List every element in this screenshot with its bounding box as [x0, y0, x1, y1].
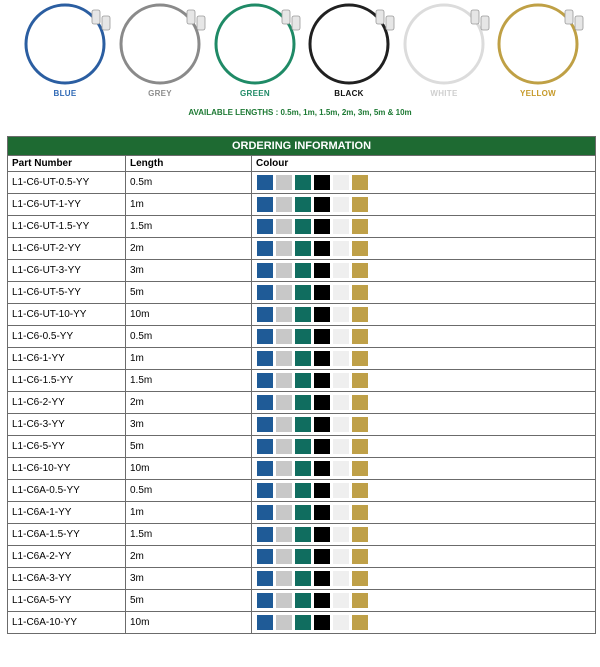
colour-swatch-green	[295, 175, 311, 190]
cable-loop-image	[208, 0, 302, 90]
colour-swatch-yellow	[352, 329, 368, 344]
colour-swatch-black	[314, 549, 330, 564]
colour-swatch-white	[333, 329, 349, 344]
colour-swatch-white	[333, 527, 349, 542]
colour-swatch-yellow	[352, 219, 368, 234]
colour-swatch-blue	[257, 461, 273, 476]
length-cell: 0.5m	[126, 326, 252, 348]
cable-item	[208, 0, 302, 104]
cable-colour-gallery	[0, 0, 600, 104]
colour-swatch-white	[333, 395, 349, 410]
colour-swatch-yellow	[352, 483, 368, 498]
cable-item	[491, 0, 585, 104]
colour-swatch-grey	[276, 373, 292, 388]
colour-swatch-blue	[257, 395, 273, 410]
table-row	[8, 304, 596, 326]
colour-swatch-yellow	[352, 593, 368, 608]
colour-swatch-green	[295, 241, 311, 256]
length-cell: 1.5m	[126, 524, 252, 546]
colour-swatch-black	[314, 439, 330, 454]
length-cell: 1.5m	[126, 216, 252, 238]
colour-swatch-blue	[257, 439, 273, 454]
colour-cell	[252, 216, 596, 238]
colour-swatch-white	[333, 615, 349, 630]
colour-swatch-group	[252, 439, 595, 454]
colour-swatch-yellow	[352, 197, 368, 212]
colour-cell	[252, 414, 596, 436]
part-number-cell: L1-C6A-1.5-YY	[8, 524, 126, 546]
column-header-length: Length	[126, 156, 252, 172]
table-row	[8, 414, 596, 436]
cable-loop-image	[18, 0, 112, 90]
colour-cell	[252, 436, 596, 458]
table-row	[8, 568, 596, 590]
colour-swatch-group	[252, 373, 595, 388]
colour-swatch-grey	[276, 241, 292, 256]
colour-swatch-grey	[276, 307, 292, 322]
colour-swatch-group	[252, 593, 595, 608]
colour-swatch-white	[333, 241, 349, 256]
colour-swatch-grey	[276, 549, 292, 564]
colour-swatch-yellow	[352, 351, 368, 366]
colour-swatch-white	[333, 461, 349, 476]
table-row	[8, 326, 596, 348]
colour-swatch-grey	[276, 175, 292, 190]
colour-swatch-blue	[257, 549, 273, 564]
part-number-cell: L1-C6A-0.5-YY	[8, 480, 126, 502]
colour-swatch-white	[333, 263, 349, 278]
colour-swatch-group	[252, 505, 595, 520]
colour-swatch-blue	[257, 505, 273, 520]
colour-swatch-blue	[257, 197, 273, 212]
colour-swatch-black	[314, 329, 330, 344]
colour-swatch-black	[314, 615, 330, 630]
colour-swatch-green	[295, 395, 311, 410]
table-row	[8, 282, 596, 304]
colour-swatch-white	[333, 417, 349, 432]
table-row	[8, 260, 596, 282]
colour-cell	[252, 524, 596, 546]
length-cell: 2m	[126, 392, 252, 414]
colour-cell	[252, 480, 596, 502]
colour-swatch-white	[333, 219, 349, 234]
colour-swatch-black	[314, 241, 330, 256]
colour-swatch-yellow	[352, 461, 368, 476]
cable-colour-name: BLUE	[53, 89, 77, 98]
colour-swatch-yellow	[352, 571, 368, 586]
colour-swatch-group	[252, 527, 595, 542]
ordering-information-table	[7, 136, 596, 634]
length-cell: 3m	[126, 568, 252, 590]
colour-swatch-green	[295, 263, 311, 278]
length-cell: 1m	[126, 502, 252, 524]
colour-swatch-group	[252, 307, 595, 322]
colour-swatch-group	[252, 263, 595, 278]
colour-swatch-blue	[257, 373, 273, 388]
colour-swatch-yellow	[352, 615, 368, 630]
colour-swatch-grey	[276, 285, 292, 300]
cable-colour-name: GREY	[148, 89, 172, 98]
colour-swatch-group	[252, 417, 595, 432]
colour-swatch-green	[295, 417, 311, 432]
colour-swatch-yellow	[352, 439, 368, 454]
colour-swatch-blue	[257, 241, 273, 256]
colour-swatch-grey	[276, 461, 292, 476]
colour-swatch-grey	[276, 219, 292, 234]
colour-swatch-green	[295, 483, 311, 498]
colour-swatch-grey	[276, 417, 292, 432]
colour-swatch-yellow	[352, 241, 368, 256]
part-number-cell: L1-C6-UT-3-YY	[8, 260, 126, 282]
available-lengths-note: AVAILABLE LENGTHS : 0.5m, 1m, 1.5m, 2m, 3m, 5m & 10m	[188, 108, 412, 117]
part-number-cell: L1-C6-UT-5-YY	[8, 282, 126, 304]
colour-swatch-grey	[276, 197, 292, 212]
colour-swatch-group	[252, 615, 595, 630]
colour-swatch-grey	[276, 351, 292, 366]
colour-swatch-group	[252, 395, 595, 410]
length-cell: 5m	[126, 436, 252, 458]
colour-swatch-black	[314, 285, 330, 300]
colour-swatch-green	[295, 219, 311, 234]
colour-swatch-group	[252, 329, 595, 344]
colour-swatch-yellow	[352, 395, 368, 410]
length-cell: 10m	[126, 612, 252, 634]
colour-swatch-yellow	[352, 505, 368, 520]
colour-swatch-blue	[257, 527, 273, 542]
length-cell: 3m	[126, 260, 252, 282]
colour-cell	[252, 546, 596, 568]
colour-swatch-green	[295, 329, 311, 344]
colour-swatch-group	[252, 483, 595, 498]
cable-item	[113, 0, 207, 104]
column-header-colour: Colour	[252, 156, 596, 172]
cable-item	[397, 0, 491, 104]
colour-swatch-blue	[257, 571, 273, 586]
table-row	[8, 524, 596, 546]
table-row	[8, 502, 596, 524]
cable-item	[18, 0, 112, 104]
colour-swatch-grey	[276, 505, 292, 520]
table-row	[8, 172, 596, 194]
table-row	[8, 546, 596, 568]
length-cell: 5m	[126, 590, 252, 612]
ordering-table-title: ORDERING INFORMATION	[8, 137, 596, 156]
length-cell: 0.5m	[126, 172, 252, 194]
table-row	[8, 458, 596, 480]
table-row	[8, 194, 596, 216]
length-cell: 2m	[126, 546, 252, 568]
part-number-cell: L1-C6-1.5-YY	[8, 370, 126, 392]
cable-colour-name: YELLOW	[519, 89, 557, 98]
colour-swatch-blue	[257, 483, 273, 498]
table-row	[8, 216, 596, 238]
colour-swatch-yellow	[352, 307, 368, 322]
colour-cell	[252, 392, 596, 414]
cable-item	[302, 0, 396, 104]
colour-swatch-black	[314, 307, 330, 322]
colour-swatch-black	[314, 483, 330, 498]
cable-colour-name: BLACK	[334, 89, 364, 98]
colour-swatch-group	[252, 241, 595, 256]
colour-swatch-green	[295, 351, 311, 366]
cable-loop-image	[491, 0, 585, 90]
colour-swatch-white	[333, 571, 349, 586]
colour-swatch-blue	[257, 593, 273, 608]
length-cell: 0.5m	[126, 480, 252, 502]
colour-swatch-black	[314, 593, 330, 608]
table-row	[8, 590, 596, 612]
colour-swatch-grey	[276, 527, 292, 542]
colour-swatch-group	[252, 197, 595, 212]
colour-swatch-black	[314, 461, 330, 476]
colour-swatch-group	[252, 351, 595, 366]
colour-swatch-blue	[257, 285, 273, 300]
colour-cell	[252, 304, 596, 326]
part-number-cell: L1-C6-3-YY	[8, 414, 126, 436]
colour-swatch-group	[252, 571, 595, 586]
colour-swatch-green	[295, 527, 311, 542]
part-number-cell: L1-C6-1-YY	[8, 348, 126, 370]
colour-swatch-yellow	[352, 417, 368, 432]
colour-cell	[252, 568, 596, 590]
colour-swatch-green	[295, 615, 311, 630]
colour-swatch-white	[333, 175, 349, 190]
colour-cell	[252, 282, 596, 304]
ordering-table-body	[8, 172, 596, 634]
colour-cell	[252, 502, 596, 524]
colour-swatch-green	[295, 549, 311, 564]
colour-swatch-blue	[257, 263, 273, 278]
colour-cell	[252, 590, 596, 612]
colour-cell	[252, 238, 596, 260]
colour-swatch-black	[314, 417, 330, 432]
colour-swatch-blue	[257, 351, 273, 366]
colour-swatch-grey	[276, 483, 292, 498]
colour-swatch-black	[314, 505, 330, 520]
colour-swatch-group	[252, 461, 595, 476]
length-cell: 2m	[126, 238, 252, 260]
table-row	[8, 436, 596, 458]
colour-swatch-black	[314, 395, 330, 410]
column-header-part-number: Part Number	[8, 156, 126, 172]
colour-swatch-yellow	[352, 175, 368, 190]
colour-cell	[252, 348, 596, 370]
colour-swatch-group	[252, 549, 595, 564]
colour-swatch-green	[295, 197, 311, 212]
colour-swatch-green	[295, 461, 311, 476]
colour-swatch-blue	[257, 307, 273, 322]
part-number-cell: L1-C6-UT-1.5-YY	[8, 216, 126, 238]
length-cell: 1m	[126, 194, 252, 216]
colour-swatch-grey	[276, 263, 292, 278]
length-cell: 10m	[126, 458, 252, 480]
cable-colour-name: WHITE	[430, 89, 458, 98]
part-number-cell: L1-C6A-3-YY	[8, 568, 126, 590]
colour-swatch-black	[314, 197, 330, 212]
colour-swatch-grey	[276, 571, 292, 586]
colour-swatch-white	[333, 307, 349, 322]
colour-swatch-grey	[276, 615, 292, 630]
colour-swatch-yellow	[352, 527, 368, 542]
table-row	[8, 370, 596, 392]
cable-loop-image	[113, 0, 207, 90]
colour-swatch-black	[314, 219, 330, 234]
colour-cell	[252, 326, 596, 348]
cable-colour-name: GREEN	[240, 89, 270, 98]
colour-swatch-grey	[276, 395, 292, 410]
length-cell: 5m	[126, 282, 252, 304]
colour-swatch-white	[333, 197, 349, 212]
colour-swatch-group	[252, 175, 595, 190]
colour-swatch-yellow	[352, 373, 368, 388]
part-number-cell: L1-C6-10-YY	[8, 458, 126, 480]
colour-swatch-white	[333, 505, 349, 520]
colour-swatch-green	[295, 571, 311, 586]
part-number-cell: L1-C6-2-YY	[8, 392, 126, 414]
colour-swatch-white	[333, 549, 349, 564]
colour-swatch-white	[333, 351, 349, 366]
cable-loop-image	[302, 0, 396, 90]
colour-swatch-black	[314, 175, 330, 190]
colour-swatch-green	[295, 373, 311, 388]
length-cell: 3m	[126, 414, 252, 436]
colour-swatch-white	[333, 439, 349, 454]
part-number-cell: L1-C6-UT-10-YY	[8, 304, 126, 326]
colour-swatch-yellow	[352, 549, 368, 564]
part-number-cell: L1-C6A-1-YY	[8, 502, 126, 524]
colour-swatch-white	[333, 593, 349, 608]
colour-swatch-green	[295, 505, 311, 520]
colour-swatch-black	[314, 263, 330, 278]
colour-swatch-blue	[257, 329, 273, 344]
colour-swatch-grey	[276, 439, 292, 454]
table-row	[8, 238, 596, 260]
colour-swatch-group	[252, 219, 595, 234]
colour-swatch-green	[295, 307, 311, 322]
part-number-cell: L1-C6-5-YY	[8, 436, 126, 458]
colour-swatch-green	[295, 593, 311, 608]
colour-cell	[252, 194, 596, 216]
colour-cell	[252, 260, 596, 282]
colour-swatch-black	[314, 571, 330, 586]
colour-swatch-group	[252, 285, 595, 300]
length-cell: 1m	[126, 348, 252, 370]
table-row	[8, 612, 596, 634]
colour-cell	[252, 172, 596, 194]
colour-swatch-green	[295, 285, 311, 300]
part-number-cell: L1-C6-UT-1-YY	[8, 194, 126, 216]
table-row	[8, 480, 596, 502]
table-row	[8, 392, 596, 414]
colour-swatch-yellow	[352, 285, 368, 300]
part-number-cell: L1-C6-UT-2-YY	[8, 238, 126, 260]
colour-swatch-black	[314, 373, 330, 388]
colour-swatch-green	[295, 439, 311, 454]
colour-cell	[252, 458, 596, 480]
colour-cell	[252, 612, 596, 634]
colour-swatch-white	[333, 285, 349, 300]
colour-swatch-white	[333, 373, 349, 388]
colour-swatch-blue	[257, 615, 273, 630]
colour-swatch-yellow	[352, 263, 368, 278]
part-number-cell: L1-C6-UT-0.5-YY	[8, 172, 126, 194]
cable-loop-image	[397, 0, 491, 90]
length-cell: 1.5m	[126, 370, 252, 392]
colour-swatch-black	[314, 527, 330, 542]
colour-swatch-white	[333, 483, 349, 498]
part-number-cell: L1-C6-0.5-YY	[8, 326, 126, 348]
colour-swatch-black	[314, 351, 330, 366]
colour-swatch-grey	[276, 593, 292, 608]
colour-swatch-blue	[257, 175, 273, 190]
table-row	[8, 348, 596, 370]
colour-cell	[252, 370, 596, 392]
colour-swatch-blue	[257, 417, 273, 432]
colour-swatch-blue	[257, 219, 273, 234]
colour-swatch-grey	[276, 329, 292, 344]
part-number-cell: L1-C6A-10-YY	[8, 612, 126, 634]
length-cell: 10m	[126, 304, 252, 326]
part-number-cell: L1-C6A-2-YY	[8, 546, 126, 568]
part-number-cell: L1-C6A-5-YY	[8, 590, 126, 612]
